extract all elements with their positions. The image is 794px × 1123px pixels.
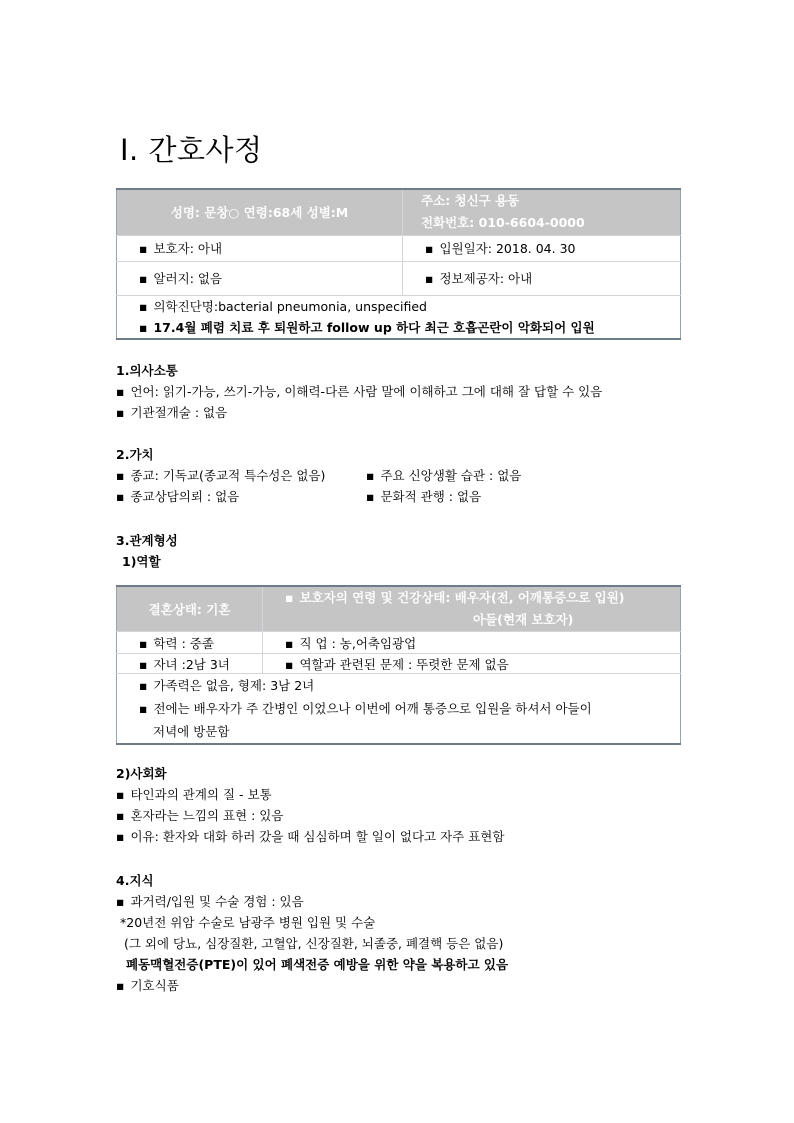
patient-phone: 전화번호: 010-6604-0000 [421,215,585,231]
patient-name-age-sex: 성명: 문창○ 연령:68세 성별:M [170,205,349,221]
section-knowledge [116,870,681,996]
job-cell [263,632,681,654]
patient-header-left [117,189,403,235]
values-counsel-text: 종교상담의뢰 : 없음 [130,489,240,504]
marital-status-cell [117,586,263,632]
relations-heading: 3.관계형성 [116,533,178,548]
values-culture [366,486,481,507]
family-history [139,674,674,697]
visit-line1 [139,697,674,720]
guardian-cell [117,235,403,261]
diagnosis-text [139,296,674,317]
visit-line1-text: 전에는 배우자가 주 간병인 이었으나 이번에 어깨 통증으로 입원을 하셔서 아들이 [153,701,592,716]
knowledge-line-4: 폐동맥혈전증(PTE)이 있어 폐색전증 예방을 위한 약을 복용하고 있음 [126,957,509,972]
knowledge-line-2: *20년전 위암 수술로 남광주 병원 입원 및 수술 [120,915,376,930]
values-row-1 [116,465,681,486]
knowledge-line-5-text: 기호식품 [130,978,179,993]
admit-date-cell [403,235,681,261]
role-subheading: 1)역할 [122,554,161,569]
diagnosis-value: 의학진단명:bacterial pneumonia, unspecified [153,298,427,314]
communication-tracheostomy-text: 기관절개술 : 없음 [130,405,228,420]
job-text: 직 업 : 농,어축임광업 [299,635,417,651]
communication-language-text: 언어: 읽기-가능, 쓰기-가능, 이해력-다른 사람 말에 이해하고 그에 대해 잘 답할 수 있음 [130,384,603,399]
patient-address: 주소: 청신구 용동 [421,193,520,209]
knowledge-line-3: (그 외에 당뇨, 심장질환, 고혈압, 신장질환, 뇌졸중, 폐결핵 등은 없음) [124,936,504,951]
values-faith-habit [366,465,521,486]
section-relations [116,530,681,572]
guardian-status-cell [263,586,681,632]
admit-date-text: 입원일자: 2018. 04. 30 [439,241,576,256]
social-line-1-text: 타인과의 관계의 질 - 보통 [130,787,272,802]
children-text: 자녀 :2남 3녀 [153,656,230,672]
values-culture-text: 문화적 관행 : 없음 [380,489,482,504]
knowledge-line-1 [116,891,681,912]
knowledge-heading: 4.지식 [116,873,154,888]
patient-info-table [116,188,681,340]
informant-cell [403,261,681,295]
history-value: 17.4월 폐렴 치료 후 퇴원하고 follow up 하다 최근 호흡곤란이 악화되어 입원 [153,319,595,335]
marital-status-text: 결혼상태: 기혼 [148,602,231,617]
role-problem-text: 역할과 관련된 문제 : 뚜렷한 문제 없음 [299,656,509,672]
family-cell [117,674,681,745]
values-religion-text: 종교: 기독교(종교적 특수성은 없음) [130,468,326,483]
section-values [116,444,681,507]
guardian-status-line1 [285,587,680,609]
diagnosis-cell [117,295,681,339]
visit-line2: 저녁에 방문함 [153,724,230,739]
communication-tracheostomy [116,402,681,423]
page-title: Ⅰ. 간호사정 [120,133,263,167]
social-line-2-text: 혼자라는 느낌의 표현 : 있음 [130,808,284,823]
family-history-text: 가족력은 없음, 형제: 3남 2녀 [153,678,315,693]
role-table [116,585,681,745]
values-row-2 [116,486,681,507]
informant-text: 정보제공자: 아내 [439,271,533,286]
communication-heading: 1.의사소통 [116,363,178,378]
values-counsel [116,486,366,507]
knowledge-line-5 [116,975,681,996]
social-line-3 [116,826,681,847]
guardian-status-text1: 보호자의 연령 및 건강상태: 배우자(전, 어깨통증으로 입원) [299,590,625,605]
section-communication [116,360,681,423]
social-line-2 [116,805,681,826]
social-line-1 [116,784,681,805]
values-faith-habit-text: 주요 신앙생활 습관 : 없음 [380,468,522,483]
allergy-cell [117,261,403,295]
communication-language [116,381,681,402]
values-heading: 2.가치 [116,447,154,462]
education-text: 학력 : 중졸 [153,635,214,651]
social-heading: 2)사회화 [116,766,167,781]
allergy-text: 알러지: 없음 [153,271,223,286]
social-line-3-text: 이유: 환자와 대화 하러 갔을 때 심심하며 할 일이 없다고 자주 표현함 [130,829,505,844]
history-text [139,317,674,338]
role-problem-cell [263,654,681,674]
section-social [116,763,681,847]
education-cell [117,632,263,654]
guardian-text: 보호자: 아내 [153,241,223,256]
knowledge-line-1-text: 과거력/입원 및 수술 경험 : 있음 [130,894,304,909]
children-cell [117,654,263,674]
patient-header-right [403,189,681,235]
values-religion [116,465,366,486]
guardian-status-line2: 아들(현재 보호자) [473,612,574,627]
